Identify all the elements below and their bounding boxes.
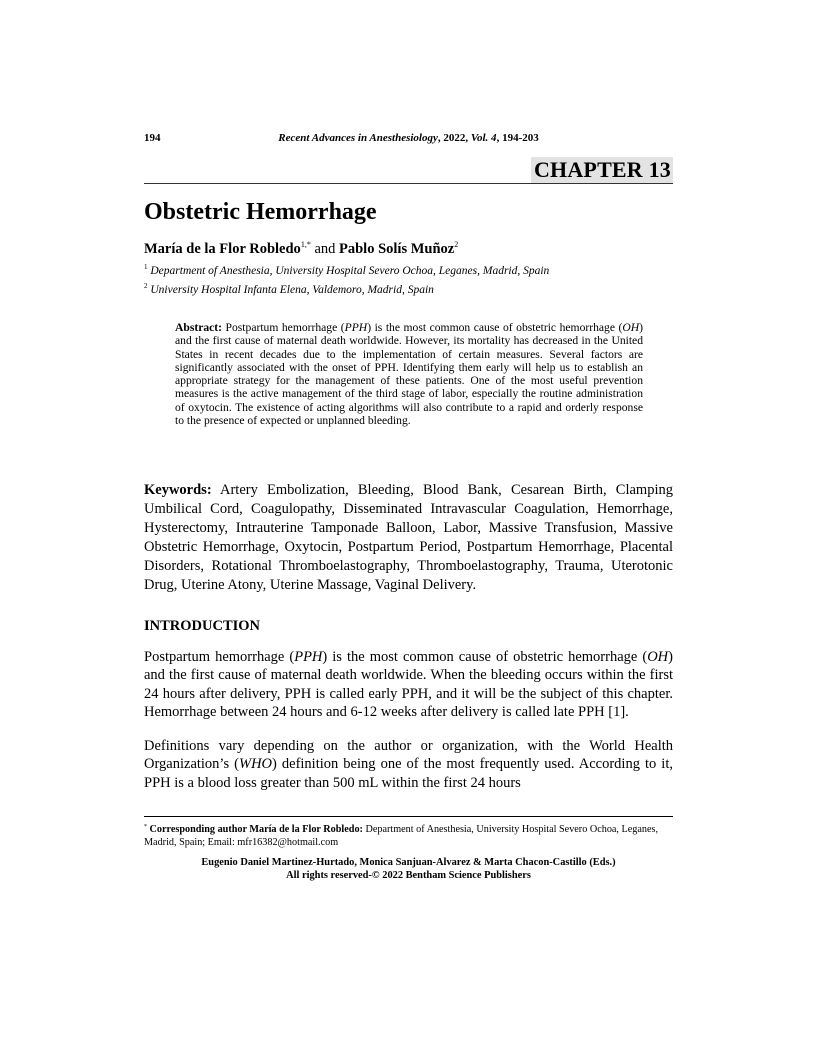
- page-number: 194: [144, 132, 161, 144]
- header-divider: [144, 183, 673, 184]
- keywords-label: Keywords:: [144, 482, 212, 498]
- journal-year: , 2022,: [437, 132, 471, 144]
- journal-volume: Vol. 4: [470, 132, 497, 144]
- copyright-line: All rights reserved-© 2022 Bentham Science Publishers: [286, 870, 531, 881]
- abbreviation: PPH: [294, 649, 323, 665]
- section-heading-introduction: INTRODUCTION: [144, 618, 261, 634]
- keywords: [144, 481, 673, 596]
- abbreviation: OH: [622, 321, 640, 334]
- journal-citation: [144, 132, 673, 144]
- affiliation-number: 2: [144, 282, 148, 290]
- affiliation-2: [144, 279, 434, 297]
- body-paragraph-1: [144, 648, 673, 722]
- running-header: [144, 132, 673, 146]
- abbreviation: OH: [647, 649, 669, 665]
- paragraph-text: Postpartum hemorrhage (: [144, 649, 295, 665]
- affiliation-1: [144, 260, 549, 278]
- keywords-text: Artery Embolization, Bleeding, Blood Bank, Cesarean Birth, Clamping Umbilical Cord, Coagulopathy, Disseminated Intravascular Coagulation, Hemorrhage, Hysterectomy, Intrauterine Tamponade Balloon, Labor, Massive Transfusion, Massive Obstetric Hemorrhage, Oxytocin, Postpartum Period, Postpartum Hemorrhage, Placental Disorders, Rotational Thromboelastography, Thromboelastography, Trauma, Uterotonic Drug, Uterine Atony, Uterine Massage, Vaginal Delivery.: [144, 482, 673, 594]
- affiliation-text: Department of Anesthesia, University Hospital Severo Ochoa, Leganes, Madrid, Spain: [147, 265, 550, 277]
- abbreviation: WHO: [238, 756, 273, 773]
- abstract-text: ) is the most common cause of obstetric hemorrhage (: [367, 321, 623, 334]
- author-1-affiliation-marker: 1,*: [300, 240, 311, 249]
- author-2: Pablo Solís Muñoz: [339, 241, 455, 257]
- abstract-label: Abstract:: [175, 321, 223, 334]
- abstract: [175, 321, 643, 427]
- paragraph-text: ) and the first cause of maternal death worldwide. When the bleeding occurs within the first 24 hours after delivery, PPH is called early PPH, and it will be the subject of this chapter. Hemorrhage between 24 hours and 6-12 weeks after delivery is called late PPH [1].: [144, 649, 673, 721]
- publisher-block: [144, 856, 673, 882]
- paragraph-text: Definitions vary depending on the author or organization, with the World Health Organization’s (: [144, 738, 673, 773]
- affiliation-text: University Hospital Infanta Elena, Valdemoro, Madrid, Spain: [147, 284, 434, 296]
- editors-line: Eugenio Daniel Martinez-Hurtado, Monica Sanjuan-Alvarez & Marta Chacon-Castillo (Eds.): [201, 857, 616, 868]
- author-line: [144, 236, 458, 258]
- chapter-title: Obstetric Hemorrhage: [144, 199, 377, 225]
- affiliation-number: 1: [144, 263, 148, 271]
- abstract-text: Postpartum hemorrhage (: [222, 321, 345, 334]
- footnote-label: Corresponding author María de la Flor Robledo:: [147, 824, 363, 835]
- author-conjunction: and: [310, 241, 339, 257]
- author-2-affiliation-marker: 2: [454, 240, 459, 249]
- abstract-text: ) and the first cause of maternal death worldwide. However, its mortality has decreased in the United States in recent decades due to the implementation of certain measures. Several factors are significantly associated with the onset of PPH. Identifying them early will help us to establish an appropriate strategy for the management of these patients. One of the most useful prevention measures is the active management of the third stage of labor, especially the routine administration of oxytocin. The existence of acting algorithms will also contribute to a rapid and orderly response to the presence of expected or unplanned bleeding.: [175, 321, 643, 428]
- author-1: María de la Flor Robledo: [144, 241, 301, 257]
- paragraph-text: ) definition being one of the most frequently used. According to it, PPH is a blood loss greater than 500 mL within the first 24 hours: [144, 756, 673, 791]
- footnote-text: Department of Anesthesia, University Hospital Severo Ochoa, Leganes, Madrid, Spain; Email: mfr16382@hotmail.com: [144, 824, 659, 848]
- footnote-divider: [144, 816, 673, 817]
- abbreviation: PPH: [344, 321, 368, 334]
- corresponding-author-footnote: [144, 821, 673, 849]
- journal-pages: , 194-203: [496, 132, 539, 144]
- chapter-label: CHAPTER 13: [531, 157, 673, 183]
- footnote-marker: *: [144, 824, 147, 830]
- journal-name: Recent Advances in Anesthesiology: [278, 132, 438, 144]
- body-paragraph-2: [144, 737, 673, 792]
- paragraph-text: ) is the most common cause of obstetric hemorrhage (: [322, 649, 648, 665]
